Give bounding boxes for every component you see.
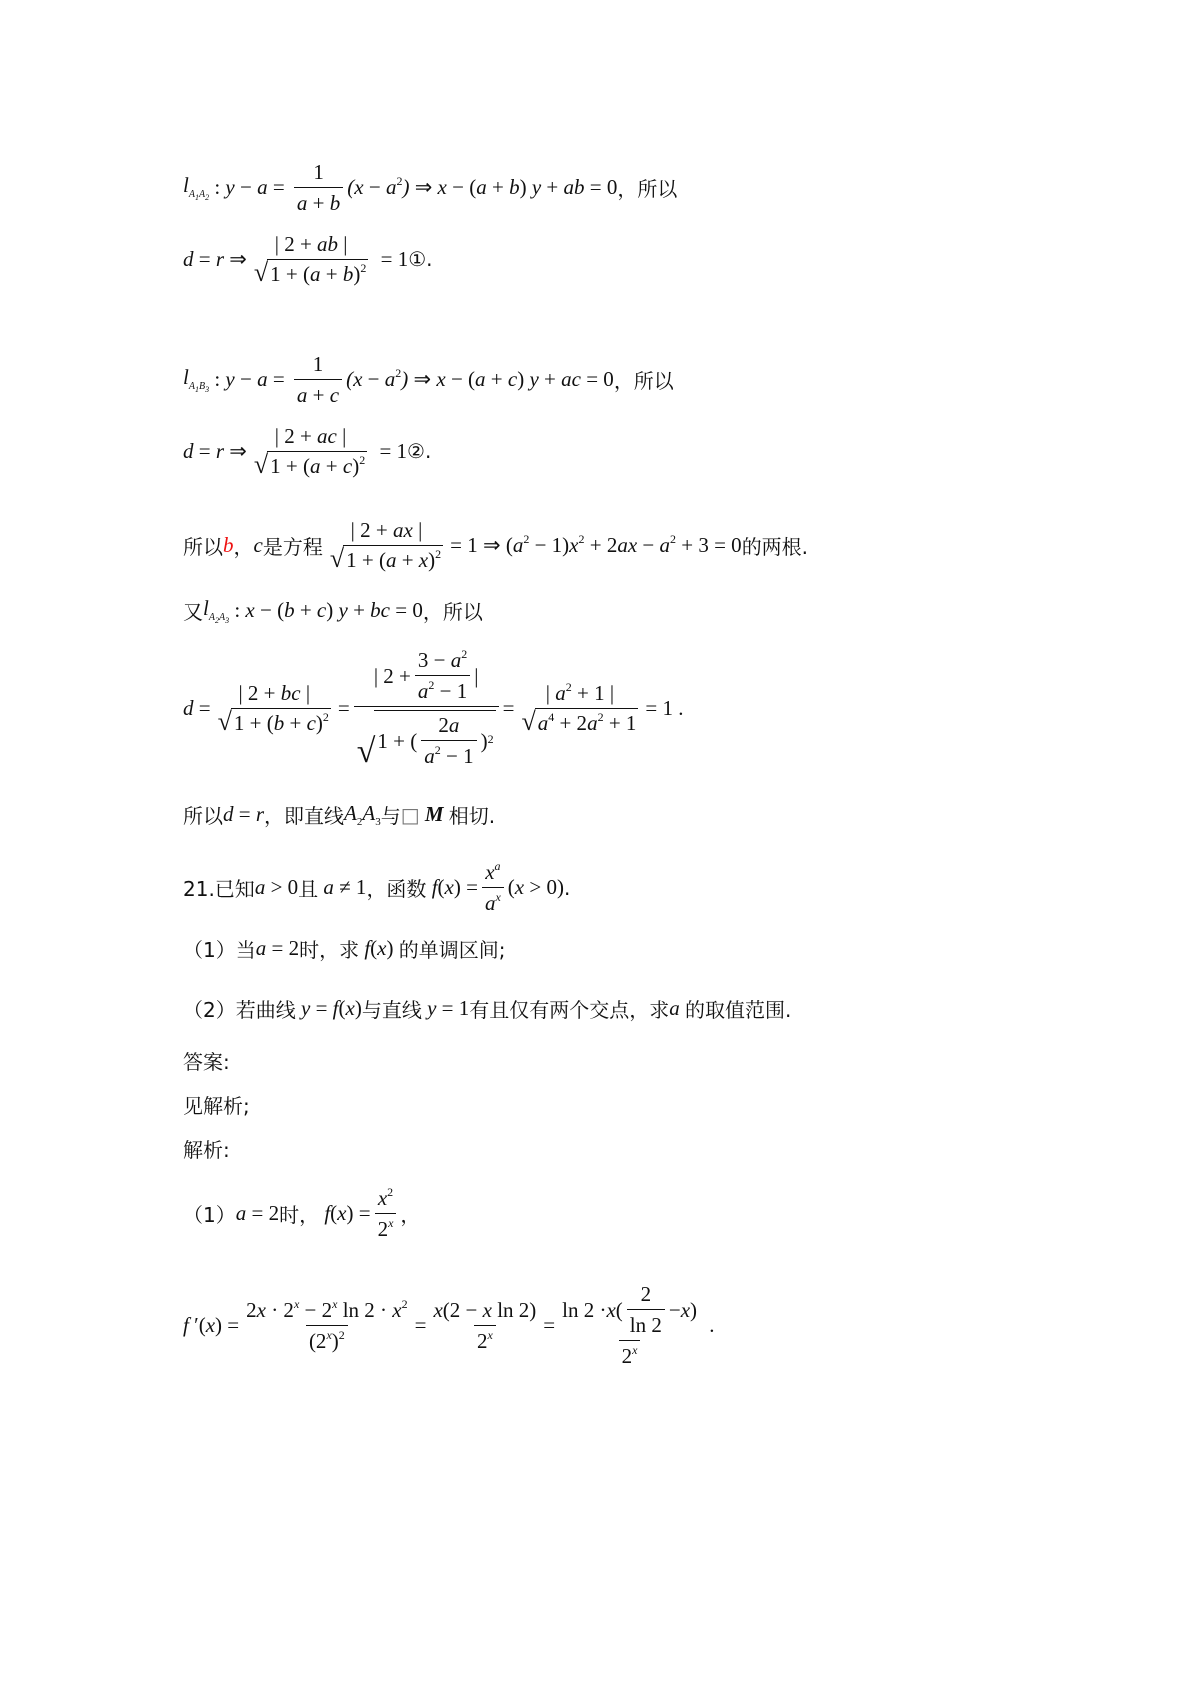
text-suoyi-2: 所以 bbox=[183, 804, 223, 828]
var-c: c bbox=[253, 532, 263, 557]
line1-tail: ，所以 bbox=[617, 177, 678, 202]
line-lA1A2: $l_{A_1A_2}$ : y − a = $\frac{1}{a + b}$ $(x - a^2)$ ⇒ x − (a + b) y + ab = 0 ，所以 bbox=[183, 160, 678, 216]
line3-tail: ，所以 bbox=[613, 369, 674, 394]
part2-label: （2）若曲线 bbox=[183, 998, 296, 1022]
text-ji-zhixian: ，即直线 bbox=[264, 804, 345, 828]
period: . bbox=[563, 875, 571, 900]
part2-mid2: 有且仅有两个交点，求 bbox=[469, 998, 670, 1022]
part1-mid: 时，求 bbox=[299, 938, 360, 962]
text-two-roots: 的两根. bbox=[741, 534, 809, 559]
line6-tail: ，所以 bbox=[422, 600, 483, 625]
question-number: 21.已知 bbox=[183, 877, 255, 902]
part1-label: （1）当 bbox=[183, 938, 256, 962]
part2-tail: 的取值范围. bbox=[685, 998, 792, 1022]
line-tangent: 所以 d = r ，即直线 $A_2A_3$ 与 □ M 相切. bbox=[183, 800, 496, 829]
text-tangent: 相切. bbox=[448, 804, 496, 828]
sol1-mid: 时， bbox=[279, 1203, 320, 1228]
answer-text bbox=[183, 1090, 250, 1119]
line-distance-final: d = | 2 + bc | √ $1 + (b + c)^2$ = | 2 + $\frac{3 - a^2}{a^2 - 1}$ | √ 1 + ( $\frac{2a}{a^2 - 1}$ ) $^2$ = | $a^2 + 1$ | √ $a^4 + 2a^2 + 1$ = 1 . bbox=[183, 647, 684, 770]
analysis-label-text: 解析: bbox=[183, 1138, 230, 1162]
answer-label bbox=[183, 1046, 230, 1075]
part2-mid: 与直线 bbox=[361, 998, 422, 1022]
solution-1: （1） a = 2 时， f(x) = $\frac{x^2}{2^x}$ ， bbox=[183, 1185, 421, 1242]
missing-glyph-box: □ bbox=[400, 802, 420, 827]
line-distance-1: d = r ⇒ | 2 + ab | √ $1 + (a + b)^2$ = 1 ①. bbox=[183, 232, 433, 288]
line2-tail: ①. bbox=[408, 247, 433, 272]
line4-tail: ②. bbox=[407, 439, 432, 464]
part-1: （1）当 a = 2 时，求 f(x) 的单调区间; bbox=[183, 936, 506, 962]
line-distance-2: d = r ⇒ | 2 + ac | √ $1 + (a + c)^2$ = 1 ②. bbox=[183, 424, 432, 480]
analysis-label bbox=[183, 1134, 230, 1163]
sol1-label: （1） bbox=[183, 1203, 236, 1228]
answer-label-text: 答案: bbox=[183, 1050, 230, 1074]
text-suoyi: 所以 bbox=[183, 534, 223, 559]
derivative-line: f ′(x) = $\frac{2x \cdot 2^x - 2^x \ln 2 \cdot x^2}{(2^x)^2}$ = $\frac{\text{x(2 − x ln 2)}}{2^x}$ = ln 2 · x ( $\frac{2}{\ln 2}$ − x ) 2$^x$ . bbox=[183, 1282, 715, 1369]
text-and: 且 bbox=[298, 877, 319, 902]
text-equation: 是方程 bbox=[262, 534, 323, 559]
part-2: （2）若曲线 y = f(x) 与直线 y = 1 有且仅有两个交点，求 a 的取值范围. bbox=[183, 996, 792, 1022]
var-b-highlight: b bbox=[223, 532, 234, 557]
line-lA1B3: $l_{A_1B_3}$ : y − a = $\frac{1}{a + c}$ $(x - a^2)$ ⇒ x − (a + c) y + ac = 0 ，所以 bbox=[183, 352, 674, 408]
text-yu: 与 bbox=[380, 804, 401, 828]
text-you: 又 bbox=[183, 600, 203, 625]
text-function: ，函数 bbox=[366, 877, 427, 902]
comma: ， bbox=[233, 534, 254, 559]
sol1-tail: ， bbox=[400, 1203, 421, 1228]
question-21: 21.已知 a > 0 且 a ≠ 1 ，函数 f(x) = $\frac{x^a}{a^x}$ (x > 0) . bbox=[183, 859, 571, 916]
answer-text-value: 见解析; bbox=[183, 1094, 250, 1118]
line-roots: 所以 b ， c 是方程 | 2 + ax | √ $1 + (a + x)^2$ = 1 ⇒ $(a^2 - 1)x^2 + 2ax - a^2 + 3 = 0$ 的两根. bbox=[183, 518, 809, 574]
line-lA2A3: 又 $l_{A_2A_3}$ : x − (b + c) y + bc = 0 ，所以 bbox=[183, 596, 483, 626]
part1-tail: 的单调区间; bbox=[398, 938, 506, 962]
